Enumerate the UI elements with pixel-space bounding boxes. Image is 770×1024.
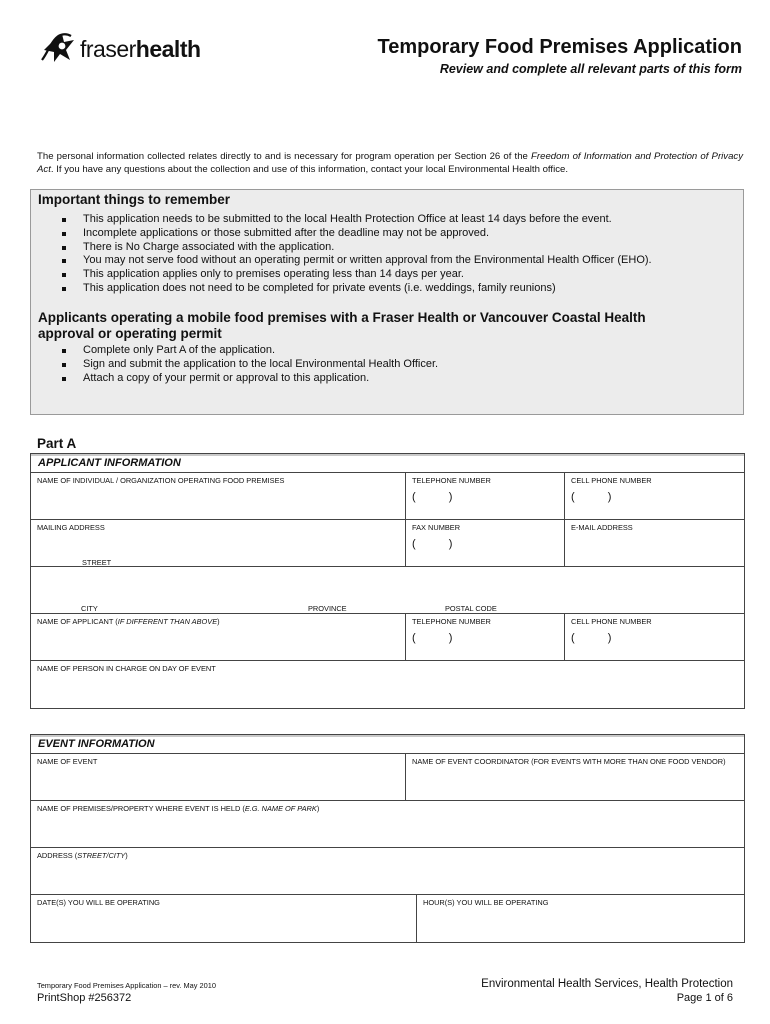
- table-row: [31, 614, 744, 661]
- organization-name-field[interactable]: NAME OF INDIVIDUAL / ORGANIZATION OPERATING FOOD PREMISES: [37, 476, 285, 485]
- event-coordinator-field[interactable]: NAME OF EVENT COORDINATOR (FOR EVENTS WITH MORE THAN ONE FOOD VENDOR): [405, 754, 744, 800]
- table-row: [31, 801, 744, 848]
- event-name-field[interactable]: NAME OF EVENT: [37, 757, 98, 766]
- fax-field[interactable]: FAX NUMBER ( ): [405, 520, 564, 566]
- cell-phone-field[interactable]: CELL PHONE NUMBER ( ): [564, 473, 744, 519]
- applicant-information-section: [30, 453, 745, 709]
- form-revision: Temporary Food Premises Application – rev. May 2010: [37, 981, 216, 990]
- table-row: [31, 661, 744, 708]
- person-in-charge-field[interactable]: NAME OF PERSON IN CHARGE ON DAY OF EVENT: [37, 664, 216, 673]
- telephone-field[interactable]: TELEPHONE NUMBER ( ): [405, 473, 564, 519]
- event-information-section: [30, 734, 745, 943]
- section-heading: APPLICANT INFORMATION: [31, 454, 744, 473]
- applicant-cell-phone-field[interactable]: CELL PHONE NUMBER ( ): [564, 614, 744, 660]
- list-item: This application does not need to be completed for private events (i.e. weddings, family reunions): [57, 282, 652, 296]
- premises-name-field[interactable]: NAME OF PREMISES/PROPERTY WHERE EVENT IS HELD (E.G. NAME OF PARK): [37, 804, 320, 813]
- list-item: This application needs to be submitted to the local Health Protection Office at least 14 days before the event.: [57, 213, 652, 227]
- list-item: This application applies only to premises operating less than 14 days per year.: [57, 268, 652, 282]
- table-row: [31, 895, 744, 942]
- fraserhealth-logo: [38, 30, 201, 66]
- page-number: Page 1 of 6: [676, 992, 733, 1004]
- applicant-name-field[interactable]: NAME OF APPLICANT (IF DIFFERENT THAN ABOVE): [37, 617, 220, 626]
- table-row: [31, 848, 744, 895]
- department-name: Environmental Health Services, Health Protection: [481, 978, 733, 990]
- table-row: [31, 473, 744, 520]
- list-item: Incomplete applications or those submitted after the deadline may not be approved.: [57, 227, 652, 241]
- mailing-address-field[interactable]: MAILING ADDRESS STREET: [37, 523, 112, 567]
- section-heading: EVENT INFORMATION: [31, 735, 744, 754]
- printshop-number: PrintShop #256372: [37, 992, 132, 1004]
- table-row: [31, 520, 744, 567]
- instructions-box: [30, 189, 744, 415]
- logo-wordmark: fraserhealth: [80, 36, 201, 62]
- table-row: [31, 567, 744, 614]
- table-row: [31, 754, 744, 801]
- mobile-heading: Applicants operating a mobile food premises with a Fraser Health or Vancouver Coastal Health approval or operating permit: [38, 310, 646, 341]
- remember-heading: Important things to remember: [38, 192, 231, 207]
- event-address-field[interactable]: ADDRESS (STREET/CITY): [37, 851, 128, 860]
- operating-hours-field[interactable]: HOUR(S) YOU WILL BE OPERATING: [416, 895, 744, 942]
- list-item: Sign and submit the application to the local Environmental Health Officer.: [57, 358, 438, 372]
- list-item: There is No Charge associated with the application.: [57, 241, 652, 255]
- operating-dates-field[interactable]: DATE(S) YOU WILL BE OPERATING: [37, 898, 160, 907]
- email-field[interactable]: E-MAIL ADDRESS: [564, 520, 744, 566]
- form-subtitle: Review and complete all relevant parts of this form: [439, 62, 742, 76]
- list-item: You may not serve food without an operating permit or written approval from the Environmental Health Officer (EHO).: [57, 254, 652, 268]
- mobile-list: [57, 344, 438, 385]
- privacy-notice: The personal information collected relates directly to and is necessary for program operation per Section 26 of the Freedom of Information and Protection of Privacy Act. If you have any questions about the collection and use of this information, contact your local Environmental Health office.: [37, 151, 743, 175]
- form-title: Temporary Food Premises Application: [377, 36, 742, 58]
- applicant-telephone-field[interactable]: TELEPHONE NUMBER ( ): [405, 614, 564, 660]
- part-a-label: Part A: [37, 436, 77, 451]
- fraserhealth-logo-icon: [38, 30, 78, 66]
- remember-list: [57, 213, 652, 296]
- list-item: Complete only Part A of the application.: [57, 344, 438, 358]
- list-item: Attach a copy of your permit or approval to this application.: [57, 372, 438, 386]
- city-province-postal-field[interactable]: CITY PROVINCE POSTAL CODE: [81, 604, 497, 613]
